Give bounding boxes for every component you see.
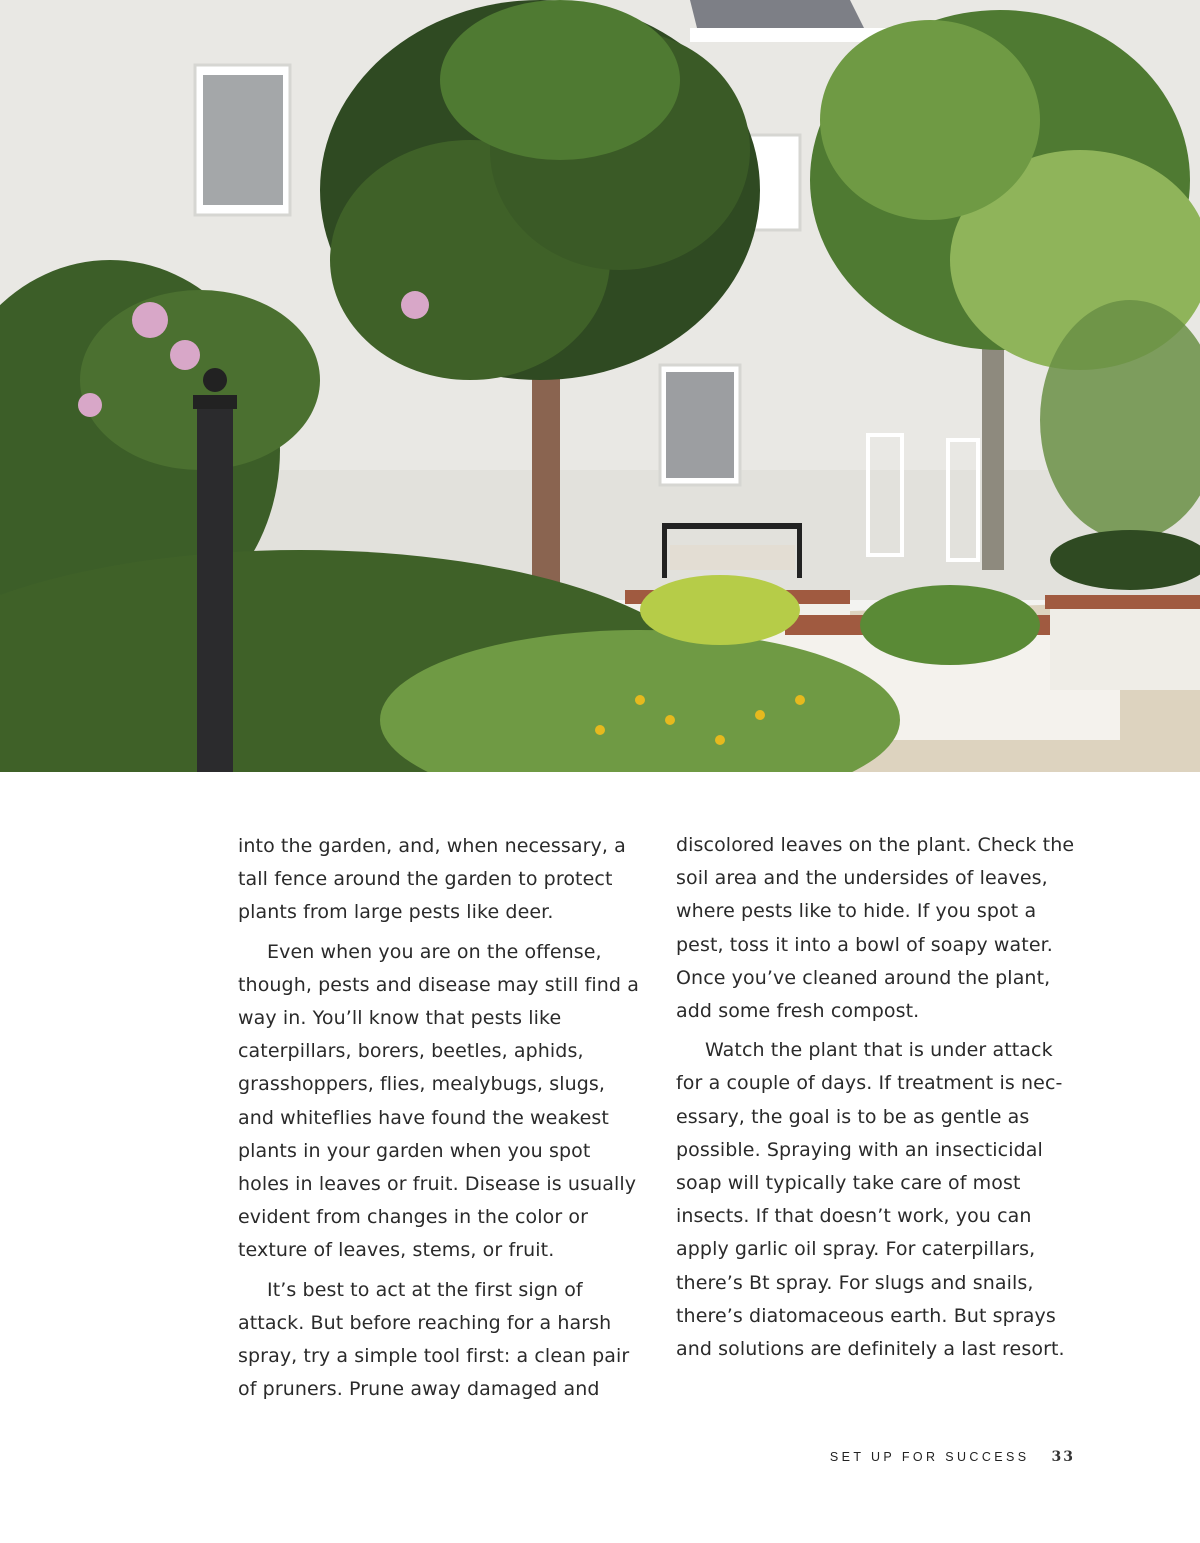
paragraph: Watch the plant that is under attack for a couple of days. If treatment is necessary, the goal is to be as gentle as possible. Spraying with an insecticidal soap will typically take care of most insects. If that doesn’t work, you can apply garlic oil spray. For caterpillars, there’s Bt spray. For slugs and snails, there’s diatomaceous earth. But sprays and solutions are definitely a last resort.	[676, 1039, 1065, 1361]
paragraph: into the garden, and, when necessary, a tall fence around the garden to protect plants from large pests like deer.	[238, 835, 626, 924]
paragraph: discolored leaves on the plant. Check the soil area and the undersides of leaves, where pests like to hide. If you spot a pest, toss it into a bowl of soapy water. Once you’ve cleaned around the plant, add some fresh compost.	[676, 834, 1075, 1023]
paragraph: Even when you are on the offense, though, pests and disease may still find a way in. You’ll know that pests like caterpillars, borers, beetles, aphids, grasshoppers, flies, mealybugs, slugs, and whiteflies have found the weakest plants in your garden when you spot holes in leaves or fruit. Disease is usually evident from changes in the color or texture of leaves, stems, or fruit.	[238, 940, 639, 1262]
text-column-left	[238, 830, 643, 1406]
text-column-right	[676, 829, 1076, 1366]
page-footer	[830, 1447, 1075, 1467]
paragraph: It’s best to act at the first sign of attack. But before reaching for a harsh spray, try a simple tool first: a clean pair of pruners. Prune away damaged and	[238, 1278, 630, 1401]
running-footer-title: SET UP FOR SUCCESS	[829, 1450, 1030, 1464]
page-number: 33	[1051, 1449, 1075, 1465]
fence-post	[193, 368, 237, 772]
